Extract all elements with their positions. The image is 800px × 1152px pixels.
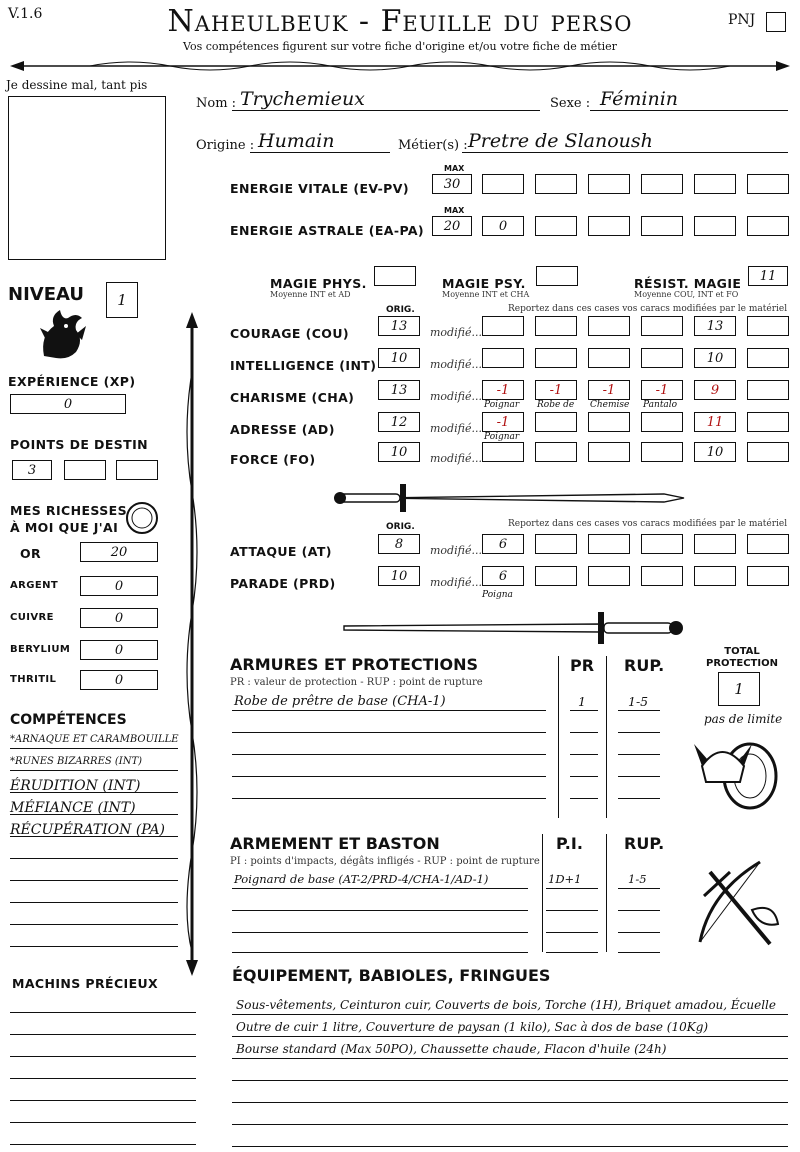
competence-item[interactable]: ÉRUDITION (INT): [10, 778, 141, 794]
destin-box-1[interactable]: 3: [12, 460, 52, 480]
ev-max-label: MAX: [444, 164, 465, 173]
carac-mod-cell[interactable]: [747, 412, 789, 432]
carac-mod-cell[interactable]: [588, 348, 630, 368]
ev-label: ENERGIE VITALE (EV-PV): [230, 181, 409, 196]
carac-label: COURAGE (COU): [230, 326, 349, 341]
ev-cell[interactable]: [588, 174, 630, 194]
nom-label: Nom :: [196, 96, 237, 111]
origine-value[interactable]: Humain: [258, 130, 335, 152]
combat-mod-cell[interactable]: 6: [482, 566, 524, 586]
sheet-subtitle: Vos compétences figurent sur votre fiche d'origine et/ou votre fiche de métier: [183, 40, 617, 53]
spear-divider-icon: [10, 56, 790, 76]
equipement-item[interactable]: Sous-vêtements, Ceinturon cuir, Couverts de bois, Torche (1H), Briquet amadou, Écuelle: [236, 998, 776, 1012]
carac-mod-cell[interactable]: [535, 442, 577, 462]
equipement-item[interactable]: Bourse standard (Max 50PO), Chaussette chaude, Flacon d'huile (24h): [236, 1042, 667, 1056]
carac-mod-tag: Robe de: [537, 400, 575, 410]
nom-value[interactable]: Trychemieux: [240, 88, 365, 110]
ea-cell[interactable]: [641, 216, 683, 236]
money-name: BERYLIUM: [10, 644, 71, 655]
caracs-note: Reportez dans ces cases vos caracs modifiées par le matériel: [508, 304, 788, 314]
money-value-box[interactable]: 0: [80, 576, 158, 596]
magie-psy-label: MAGIE PSY.: [442, 276, 526, 291]
metier-label: Métier(s) :: [398, 138, 468, 153]
competence-item[interactable]: MÉFIANCE (INT): [10, 800, 136, 816]
combat-mod-tag: Poigna: [482, 590, 513, 600]
carac-mod-tag: Poignar: [484, 400, 520, 410]
ea-max-box[interactable]: 20: [432, 216, 472, 236]
armure-name[interactable]: Robe de prêtre de base (CHA-1): [234, 694, 446, 709]
carac-mod-cell[interactable]: [535, 348, 577, 368]
richesses-label: MES RICHESSES À MOI QUE J'AI: [10, 503, 127, 535]
modifie-label: modifié...: [430, 452, 482, 465]
carac-mod-cell[interactable]: -1: [535, 380, 577, 400]
ea-max-label: MAX: [444, 206, 465, 215]
combat-mod-cell[interactable]: [747, 534, 789, 554]
combat-mod-cell[interactable]: [641, 566, 683, 586]
carac-mod-cell[interactable]: 10: [694, 348, 736, 368]
armement-pi-header: P.I.: [556, 834, 583, 853]
carac-mod-cell[interactable]: [641, 348, 683, 368]
combat-mod-cell[interactable]: [747, 566, 789, 586]
combat-mod-cell[interactable]: [535, 534, 577, 554]
combat-mod-cell[interactable]: [694, 534, 736, 554]
armures-pr-header: PR: [570, 656, 595, 675]
ev-cell[interactable]: [747, 174, 789, 194]
money-value-box[interactable]: 0: [80, 640, 158, 660]
ea-cell[interactable]: 0: [482, 216, 524, 236]
carac-orig-box[interactable]: 13: [378, 316, 420, 336]
combat-mod-cell[interactable]: [641, 534, 683, 554]
niveau-label: NIVEAU: [8, 284, 84, 305]
resist-magie-box[interactable]: 11: [748, 266, 788, 286]
carac-label: ADRESSE (AD): [230, 422, 335, 437]
carac-label: FORCE (FO): [230, 452, 316, 467]
magie-phys-box[interactable]: [374, 266, 416, 286]
total-protection-box[interactable]: 1: [718, 672, 760, 706]
money-name: CUIVRE: [10, 612, 54, 623]
arme-name[interactable]: Poignard de base (AT-2/PRD-4/CHA-1/AD-1): [234, 872, 489, 886]
carac-label: CHARISME (CHA): [230, 390, 355, 405]
sword-icon: [334, 480, 686, 516]
caracs-orig-label: ORIG.: [386, 305, 415, 315]
modifie-label: modifié...: [430, 576, 482, 589]
carac-mod-cell[interactable]: [641, 412, 683, 432]
carac-mod-cell[interactable]: -1: [482, 380, 524, 400]
carac-mod-cell[interactable]: [747, 348, 789, 368]
combat-orig-box[interactable]: 8: [378, 534, 420, 554]
carac-mod-tag: Pantalo: [643, 400, 678, 410]
money-value-box[interactable]: 20: [80, 542, 158, 562]
carac-orig-box[interactable]: 12: [378, 412, 420, 432]
weapons-icon: [690, 852, 786, 952]
combat-mod-cell[interactable]: [588, 566, 630, 586]
competence-item[interactable]: *ARNAQUE ET CARAMBOUILLE: [10, 734, 179, 745]
ev-max-box[interactable]: 30: [432, 174, 472, 194]
modifie-label: modifié...: [430, 422, 482, 435]
combat-mod-cell[interactable]: 6: [482, 534, 524, 554]
combat-label: ATTAQUE (AT): [230, 544, 332, 559]
portrait-caption: Je dessine mal, tant pis: [6, 78, 148, 92]
arme-pi[interactable]: 1D+1: [548, 872, 582, 886]
machins-title: MACHINS PRÉCIEUX: [12, 976, 159, 991]
total-protection-label: TOTAL PROTECTION: [706, 646, 778, 669]
metier-value[interactable]: Pretre de Slanoush: [468, 130, 653, 152]
armures-title: ARMURES ET PROTECTIONS: [230, 655, 478, 674]
carac-mod-cell[interactable]: [747, 442, 789, 462]
pnj-label: PNJ: [728, 12, 756, 28]
niveau-box[interactable]: 1: [106, 282, 138, 318]
equipement-item[interactable]: Outre de cuir 1 litre, Couverture de paysan (1 kilo), Sac à dos de base (10Kg): [236, 1020, 709, 1034]
ea-cell[interactable]: [535, 216, 577, 236]
sexe-value[interactable]: Féminin: [600, 88, 679, 110]
carac-mod-cell[interactable]: -1: [641, 380, 683, 400]
helmet-shield-icon: [692, 730, 784, 814]
carac-mod-tag: Poignar: [484, 432, 520, 442]
dragon-icon: [36, 306, 86, 362]
magie-phys-label: MAGIE PHYS.: [270, 276, 367, 291]
carac-mod-cell[interactable]: 9: [694, 380, 736, 400]
coin-icon: [124, 500, 160, 536]
carac-mod-cell[interactable]: [482, 316, 524, 336]
competence-item[interactable]: RÉCUPÉRATION (PA): [10, 822, 166, 838]
carac-label: INTELLIGENCE (INT): [230, 358, 377, 373]
resist-magie-label: RÉSIST. MAGIE: [634, 276, 742, 291]
carac-orig-box[interactable]: 10: [378, 348, 420, 368]
money-value-box[interactable]: 0: [80, 670, 158, 690]
carac-mod-cell[interactable]: -1: [588, 380, 630, 400]
carac-orig-box[interactable]: 10: [378, 442, 420, 462]
carac-mod-cell[interactable]: [535, 316, 577, 336]
carac-mod-cell[interactable]: [747, 316, 789, 336]
destin-box-3[interactable]: [116, 460, 158, 480]
portrait-box[interactable]: [8, 96, 166, 260]
ev-cell[interactable]: [535, 174, 577, 194]
carac-mod-cell[interactable]: -1: [482, 412, 524, 432]
carac-mod-cell[interactable]: [535, 412, 577, 432]
magie-psy-box[interactable]: [536, 266, 578, 286]
resist-magie-sub: Moyenne COU, INT et FO: [634, 290, 739, 299]
combat-mod-cell[interactable]: [535, 566, 577, 586]
carac-mod-cell[interactable]: [641, 442, 683, 462]
ea-label: ENERGIE ASTRALE (EA-PA): [230, 223, 425, 238]
armures-sub: PR : valeur de protection - RUP : point de rupture: [230, 677, 483, 688]
xp-box[interactable]: 0: [10, 394, 126, 414]
carac-mod-cell[interactable]: [482, 348, 524, 368]
modifie-label: modifié...: [430, 326, 482, 339]
armure-pr[interactable]: 1: [578, 694, 586, 709]
modifie-label: modifié...: [430, 390, 482, 403]
carac-mod-cell[interactable]: [588, 442, 630, 462]
spear-icon: [182, 312, 202, 976]
carac-mod-cell[interactable]: 11: [694, 412, 736, 432]
money-name: OR: [20, 546, 42, 561]
carac-orig-box[interactable]: 13: [378, 380, 420, 400]
combat-note: Reportez dans ces cases vos caracs modifiées par le matériel: [508, 519, 788, 529]
modifie-label: modifié...: [430, 358, 482, 371]
armures-rup-header: RUP.: [624, 656, 665, 675]
destin-label: POINTS DE DESTIN: [10, 437, 149, 452]
competences-title: COMPÉTENCES: [10, 712, 127, 728]
money-name: ARGENT: [10, 580, 59, 591]
ea-cell[interactable]: [694, 216, 736, 236]
arme-rup[interactable]: 1-5: [628, 872, 647, 886]
sexe-label: Sexe :: [550, 96, 591, 111]
armement-title: ARMEMENT ET BASTON: [230, 834, 440, 853]
carac-mod-cell[interactable]: [641, 316, 683, 336]
magie-psy-sub: Moyenne INT et CHA: [442, 290, 530, 299]
combat-mod-cell[interactable]: [694, 566, 736, 586]
magie-phys-sub: Moyenne INT et AD: [270, 290, 351, 299]
origine-label: Origine :: [196, 138, 255, 153]
xp-label: EXPÉRIENCE (XP): [8, 374, 136, 389]
ev-cell[interactable]: [482, 174, 524, 194]
pnj-checkbox[interactable]: [766, 12, 786, 32]
ea-cell[interactable]: [588, 216, 630, 236]
money-value-box[interactable]: 0: [80, 608, 158, 628]
combat-mod-cell[interactable]: [588, 534, 630, 554]
combat-orig-box[interactable]: 10: [378, 566, 420, 586]
ev-cell[interactable]: [641, 174, 683, 194]
carac-mod-cell[interactable]: [482, 442, 524, 462]
carac-mod-cell[interactable]: [588, 316, 630, 336]
sheet-title: Naheulbeuk - Feuille du perso: [167, 4, 633, 39]
ev-cell[interactable]: [694, 174, 736, 194]
modifie-label: modifié...: [430, 544, 482, 557]
money-name: THRITIL: [10, 674, 57, 685]
combat-orig-label: ORIG.: [386, 522, 415, 532]
limit-note: pas de limite: [704, 712, 783, 726]
armure-rup[interactable]: 1-5: [628, 694, 649, 709]
carac-mod-cell[interactable]: 13: [694, 316, 736, 336]
carac-mod-cell[interactable]: [588, 412, 630, 432]
sword-icon-2: [340, 608, 686, 648]
ea-cell[interactable]: [747, 216, 789, 236]
version-label: V.1.6: [8, 6, 43, 22]
destin-box-2[interactable]: [64, 460, 106, 480]
armement-sub: PI : points d'impacts, dégâts infligés - RUP : point de rupture: [230, 856, 540, 867]
equipement-title: ÉQUIPEMENT, BABIOLES, FRINGUES: [232, 966, 551, 985]
armement-rup-header: RUP.: [624, 834, 665, 853]
combat-label: PARADE (PRD): [230, 576, 336, 591]
carac-mod-tag: Chemise: [590, 400, 630, 410]
competence-item[interactable]: *RUNES BIZARRES (INT): [10, 756, 143, 767]
carac-mod-cell[interactable]: [747, 380, 789, 400]
carac-mod-cell[interactable]: 10: [694, 442, 736, 462]
